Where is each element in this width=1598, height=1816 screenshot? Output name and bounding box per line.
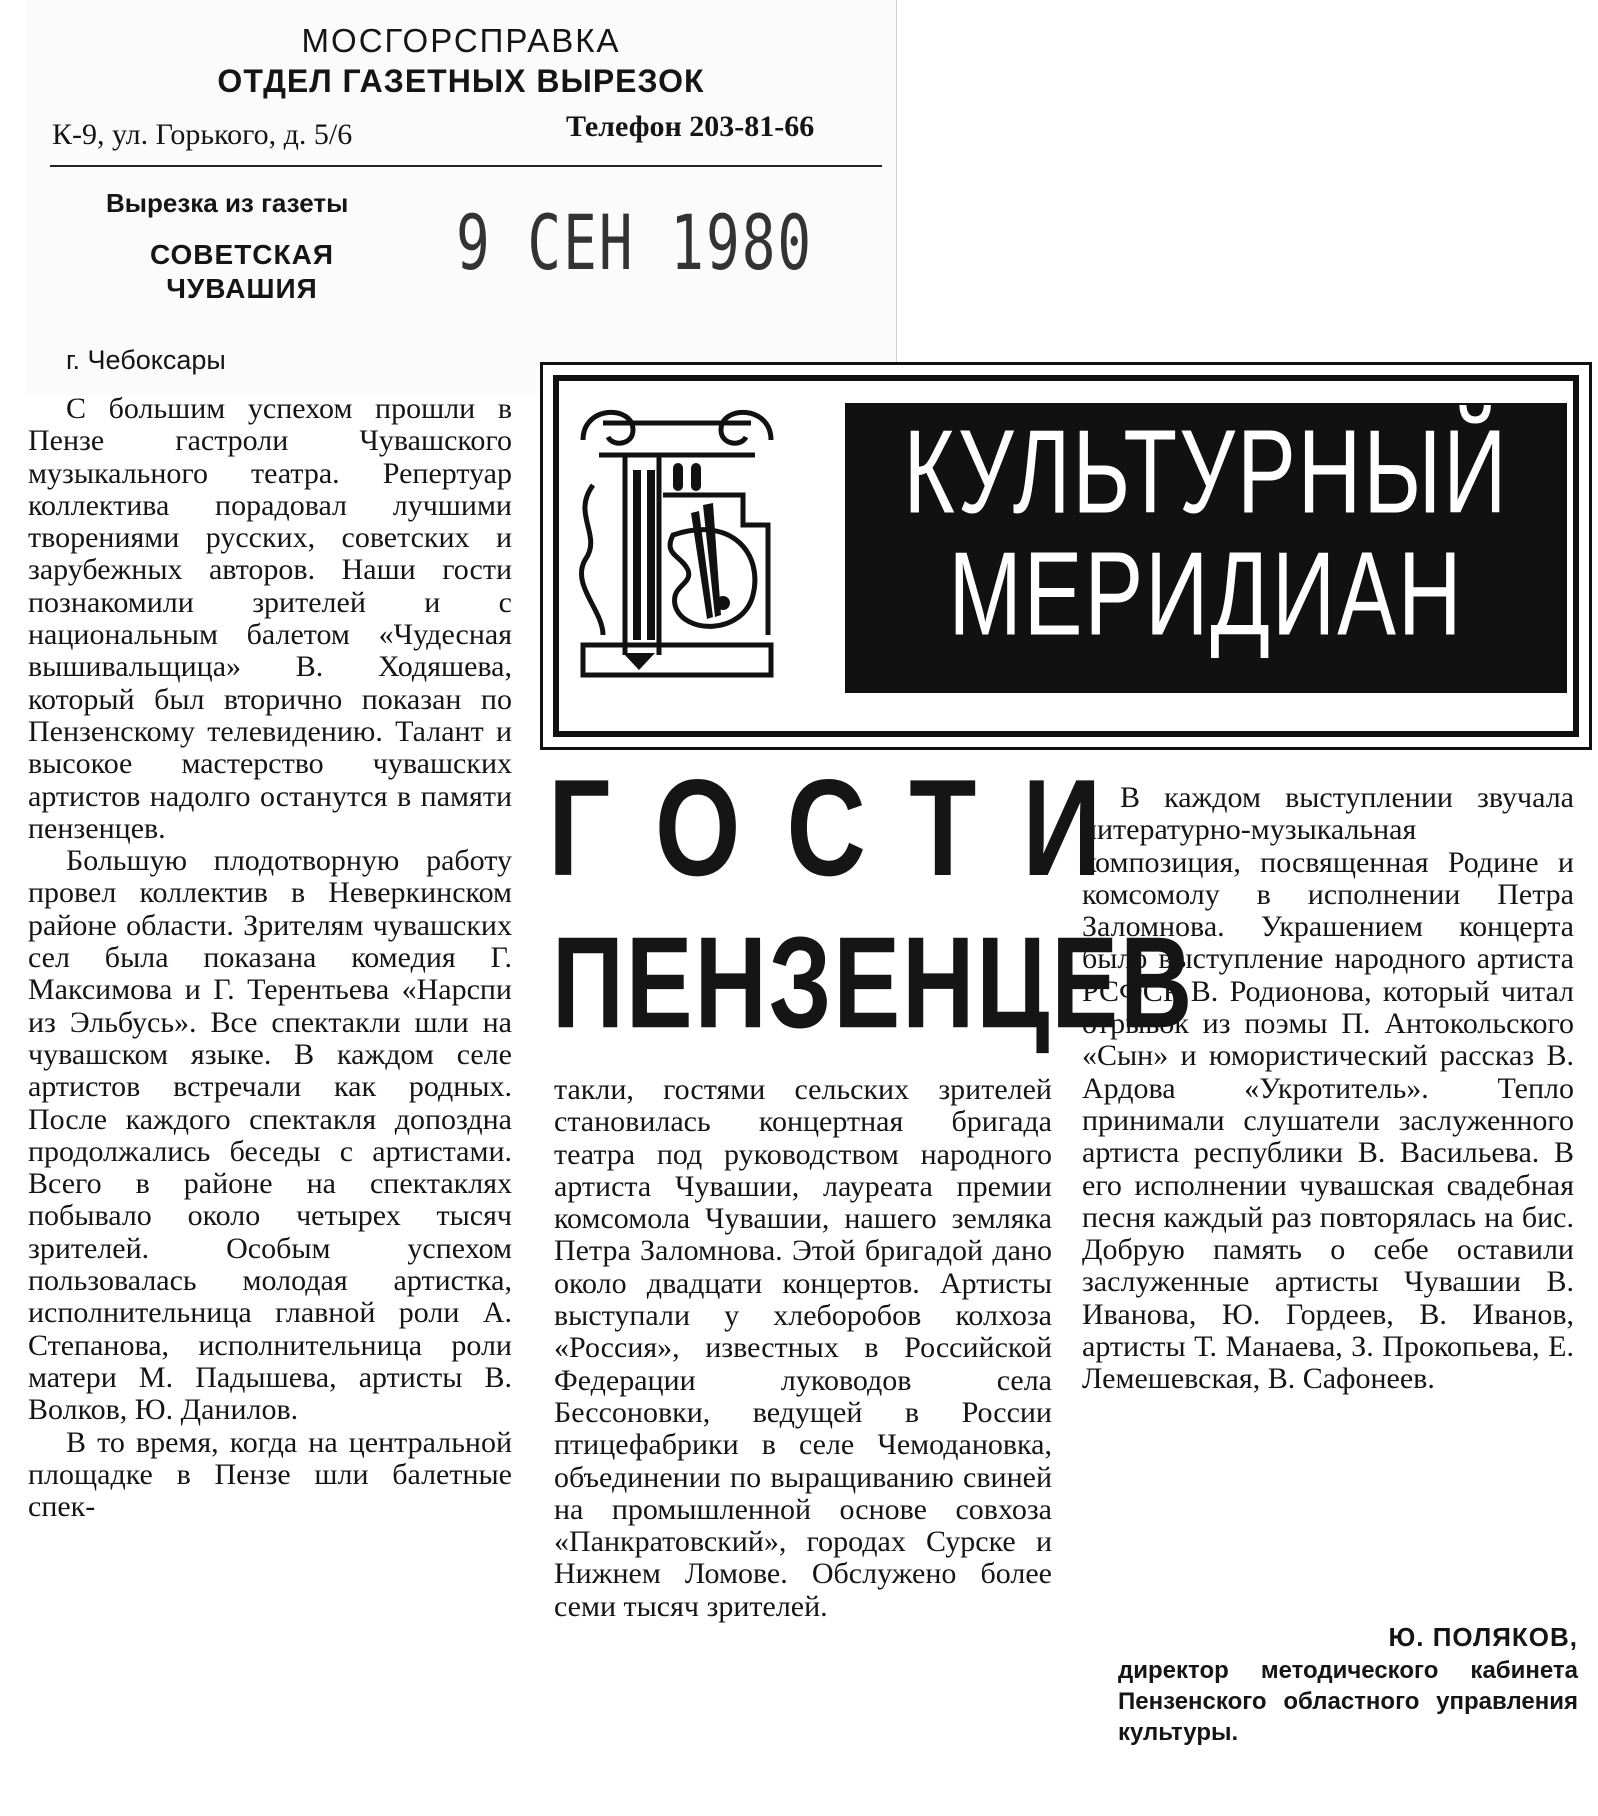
agency-address: К-9, ул. Горького, д. 5/6 [52, 118, 353, 151]
paragraph: С большим успехом прошли в Пензе гастроли Чувашского музыкального театра. Репертуар коллектива порадовал лучшими творениями русских, советских и зарубежных авторов. Наши гости познакомили зрителей и с национальным балетом «Чудесная вышивальщица» В. Ходяшева, который был вторично показан по Пензенскому телевидению. Талант и высокое мастерство чувашских артистов надолго останутся в памяти пензенцев. [28, 392, 512, 845]
newspaper-name-line1: СОВЕТСКАЯ [150, 239, 334, 270]
paragraph: В каждом выступлении звучала литературно-музыкальная композиция, посвященная Родине и комсомолу в исполнении Петра Заломнова. Украшением концерта было выступление народного артиста РСФСР В. Родионова, который читал отрывок из поэмы П. Антокольского «Сын» и юмористический рассказ В. Ардова «Укротитель». Тепло принимали слушатели заслуженного артиста республики В. Васильева. В его исполнении чувашская свадебная песня каждый раз повторялась на бис. Добрую память о себе оставили заслуженные артисты Чувашии В. Иванова, Ю. Гордеев, В. Иванов, артисты Т. Манаева, З. Прокопьева, Е. Лемешевская, В. Сафонеев. [1082, 781, 1574, 1396]
author-signature [1118, 1622, 1578, 1748]
rubric-banner [540, 362, 1592, 750]
headline-line1: ГОСТИ [548, 751, 1148, 905]
article-column-3 [1082, 782, 1574, 1396]
city-label: г. Чебоксары [66, 345, 226, 375]
paragraph: В то время, когда на центральной площадке в Пензе шли балетные спек- [28, 1425, 512, 1524]
author-position: директор методического кабинета Пензенского областного управления культуры. [1118, 1657, 1578, 1746]
agency-phone: Телефон 203-81-66 [566, 110, 815, 143]
headline-line2: ПЕНЗЕНЦЕВ [552, 910, 1195, 1056]
newspaper-name-line2: ЧУВАШИЯ [166, 273, 318, 304]
article-column-2 [554, 1074, 1052, 1623]
department-name: ОТДЕЛ ГАЗЕТНЫХ ВЫРЕЗОК [217, 63, 705, 99]
article-column-1 [28, 393, 512, 1523]
rubric-title-panel [845, 403, 1567, 693]
clipping-from-label: Вырезка из газеты [106, 188, 349, 218]
rubric-title-line2: МЕРИДИАН [948, 526, 1464, 661]
clipping-label [26, 0, 897, 395]
newspaper-name [150, 238, 334, 306]
author-name: Ю. ПОЛЯКОВ, [1388, 1622, 1578, 1652]
label-divider [50, 165, 882, 167]
theatre-column-brush-icon [563, 385, 791, 685]
date-stamp: 9 СЕН 1980 [456, 200, 814, 288]
paragraph: Большую плодотворную работу провел коллектив в Неверкинском районе области. Зрителям чувашских сел была показана комедия Г. Максимова и Г. Терентьева «Нарспи из Эльбусь». Все спектакли шли на чувашском языке. В каждом селе артистов встречали как родных. После каждого спектакля допоздна продолжались беседы с артистами. Всего в районе на спектаклях побывало около четырех тысяч зрителей. Особым успехом пользовалась молодая артистка, исполнительница главной роли А. Степанова, исполнительница роли матери М. Падышева, артисты В. Волков, Ю. Данилов. [28, 844, 512, 1427]
paragraph: такли, гостями сельских зрителей становилась концертная бригада театра под руководством народного артиста Чувашии, лауреата премии комсомола Чувашии, нашего земляка Петра Заломнова. Этой бригадой дано около двадцати концертов. Артисты выступали у хлеборобов колхоза «Россия», известных в Российской Федерации луководов села Бессоновки, ведущей в России птицефабрики в селе Чемодановка, объединении по выращиванию свиней на промышленной основе совхоза «Панкратовский», городах Сурске и Нижнем Ломове. Обслужено более семи тысяч зрителей. [554, 1073, 1052, 1623]
rubric-title-line1: КУЛЬТУРНЫЙ [903, 404, 1509, 539]
agency-name: МОСГОРСПРАВКА [301, 22, 621, 59]
